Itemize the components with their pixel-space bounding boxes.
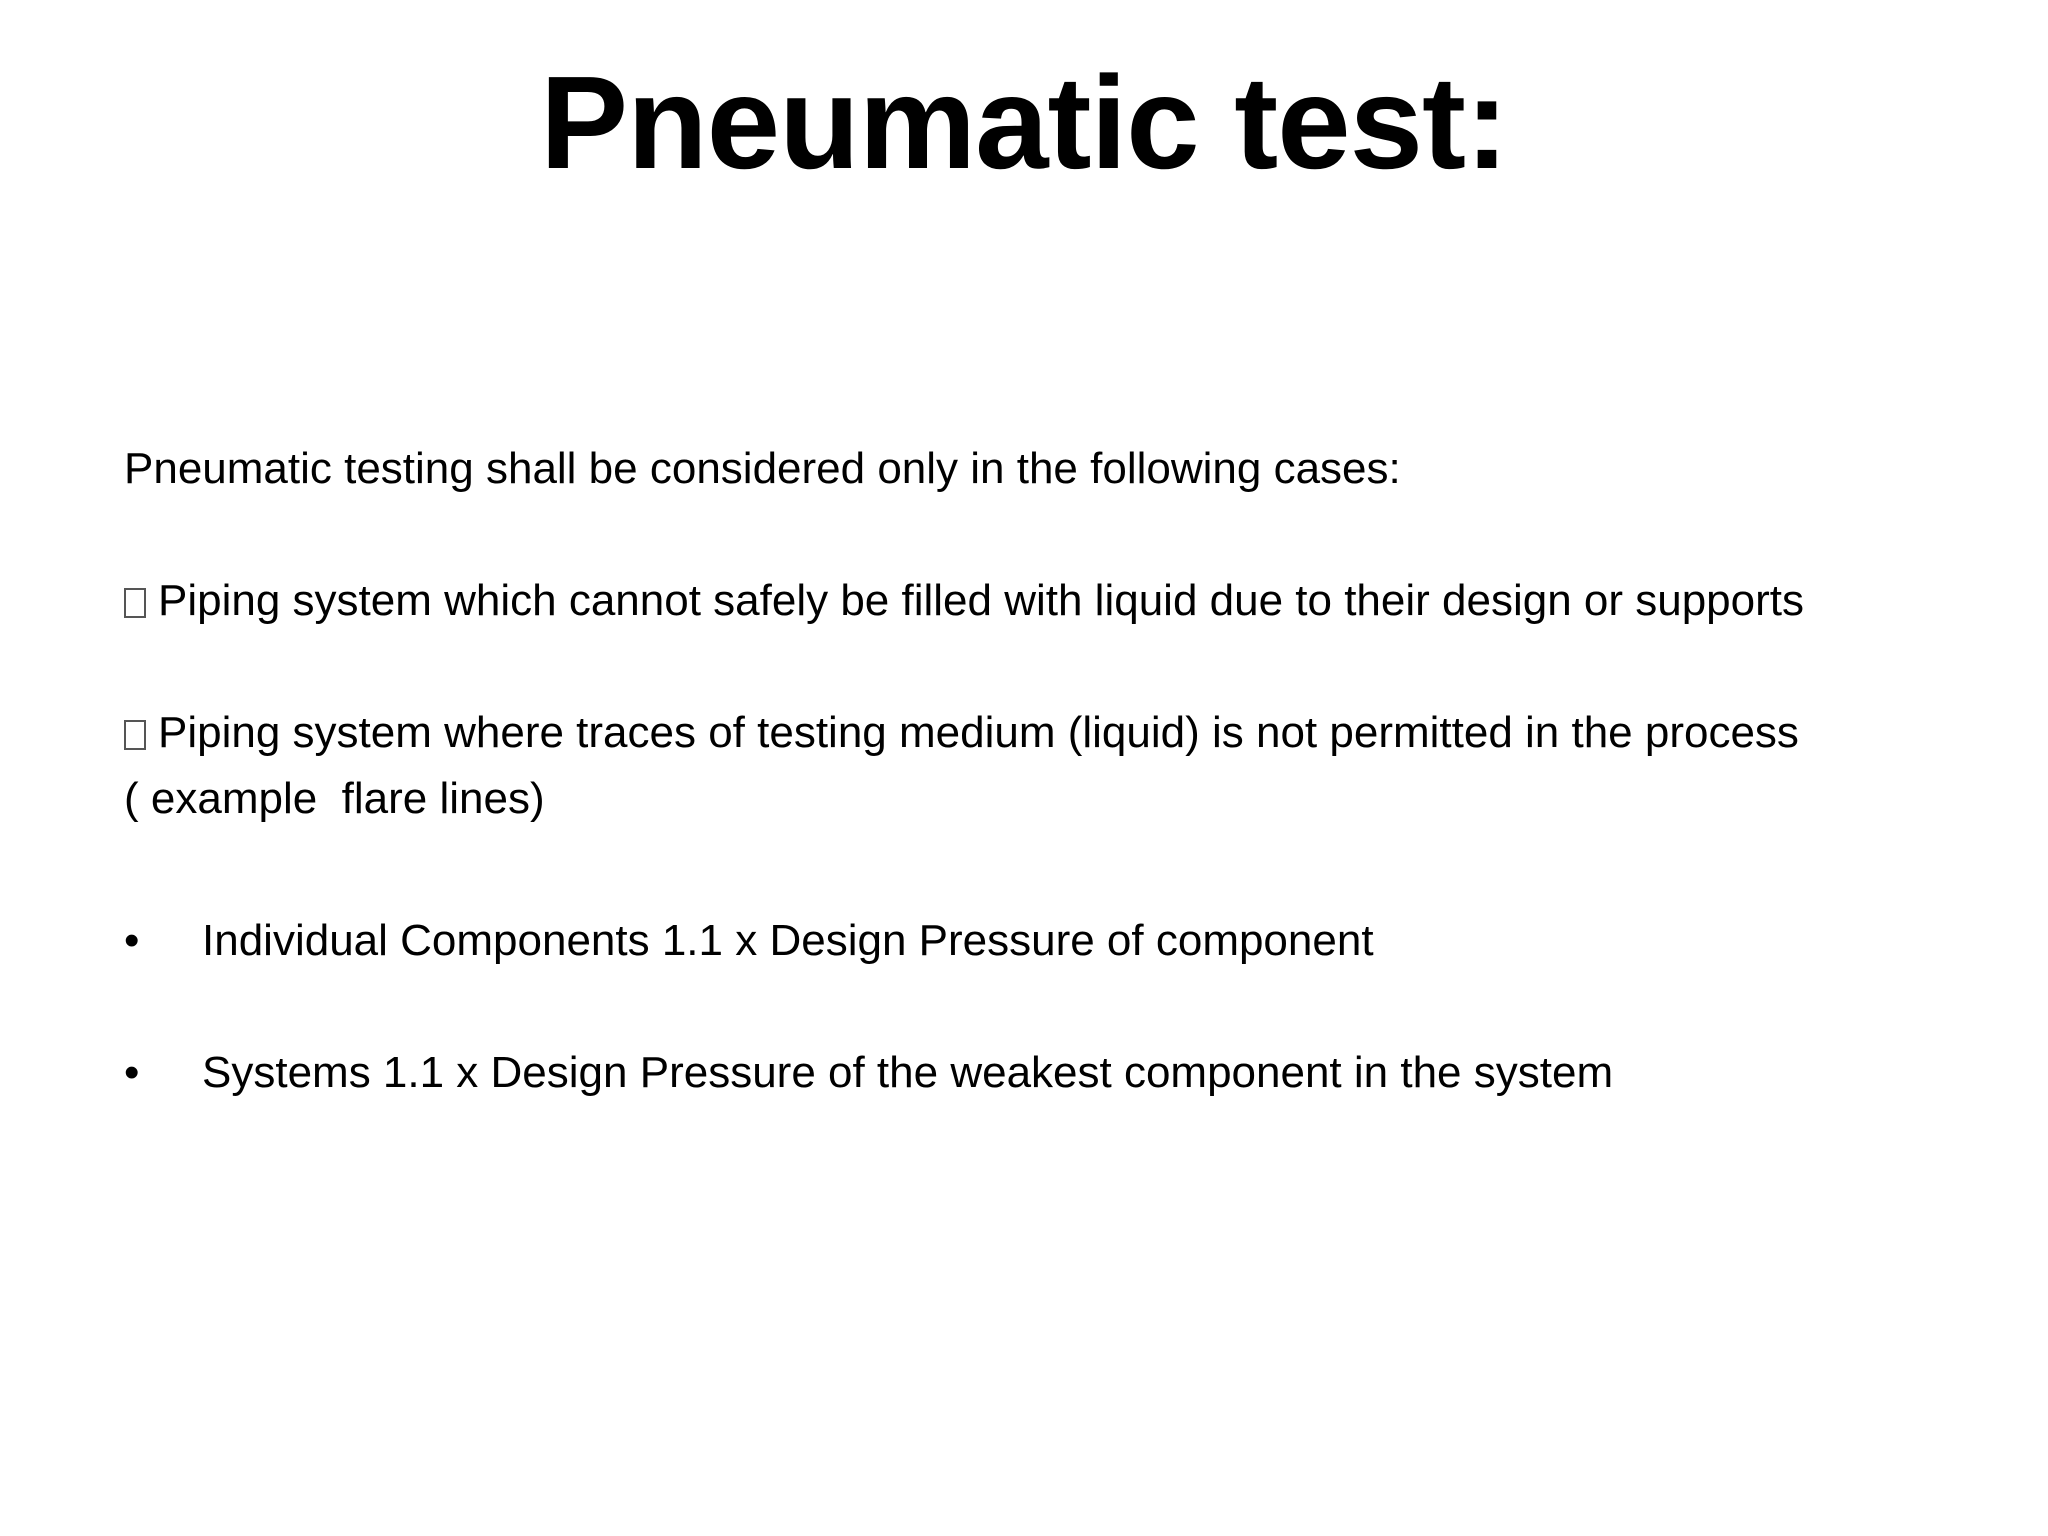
bullet-text: Individual Components 1.1 x Design Pressure of component [202,916,1374,965]
bullet-marker: • [124,1048,140,1097]
bullet-text: Systems 1.1 x Design Pressure of the weakest component in the system [202,1048,1614,1097]
case-continuation-text: ( example flare lines) [124,774,545,823]
bullet-marker: • [124,916,140,965]
case-text: Piping system where traces of testing medium (liquid) is not permitted in the process [158,708,1799,757]
bullet-item [124,1040,1984,1106]
intro-text: Pneumatic testing shall be considered only in the following cases: [124,444,1401,493]
checkbox-square-icon [124,588,146,618]
case-item [124,568,1984,634]
case-text: Piping system which cannot safely be filled with liquid due to their design or supports [158,576,1805,625]
checkbox-square-icon [124,720,146,750]
case-item [124,700,1984,832]
slide-title: Pneumatic test: [540,49,1508,196]
bullet-item [124,908,1984,974]
